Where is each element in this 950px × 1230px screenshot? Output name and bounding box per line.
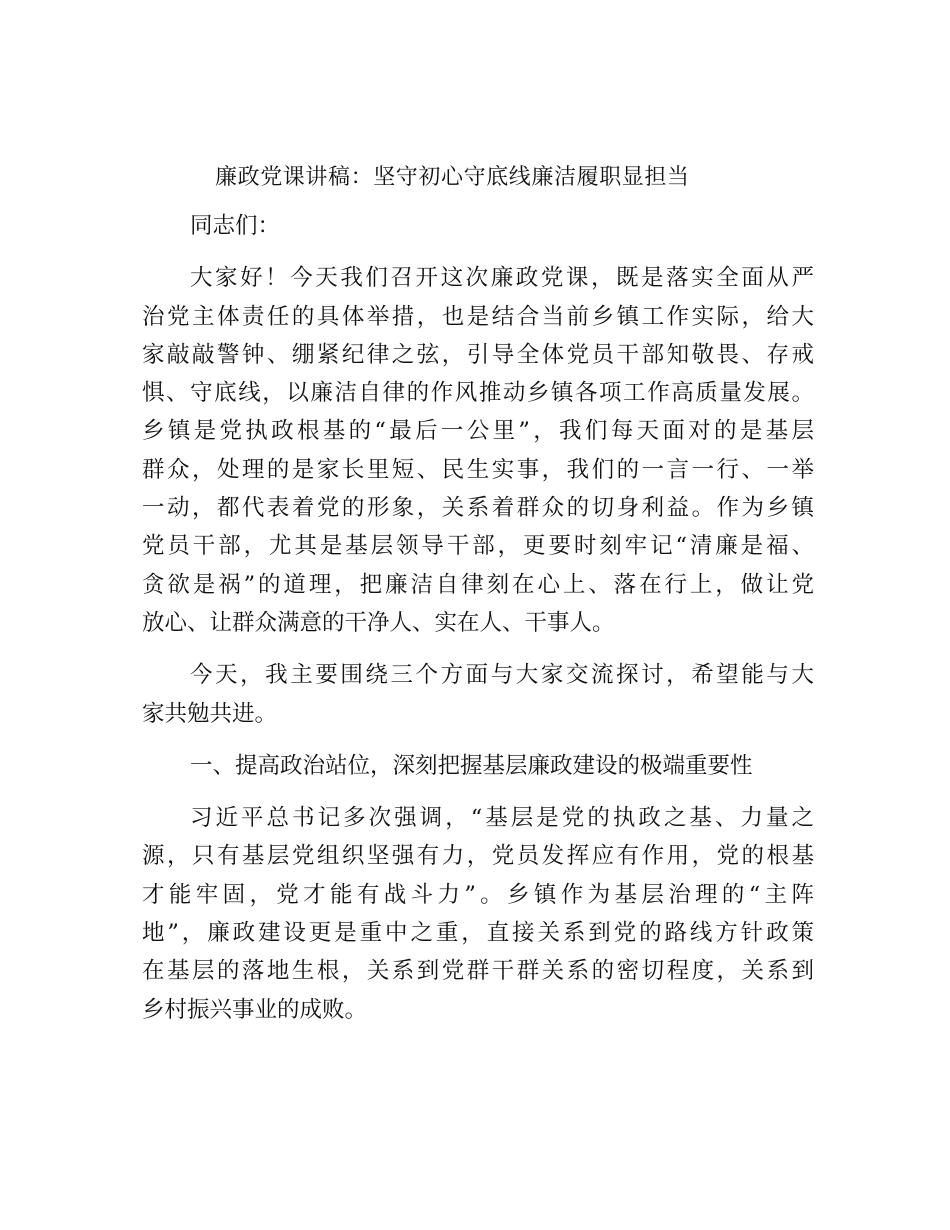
document-title: 廉政党课讲稿：坚守初心守底线廉洁履职显担当 [215, 165, 690, 190]
section-1-paragraph [142, 799, 814, 1029]
text-line: 今天，我主要围绕三个方面与大家交流探讨，希望能与大 [190, 662, 814, 689]
text-line: 放心、让群众满意的干净人、实在人、干事人。 [142, 609, 615, 636]
text-line: 才能牢固，党才能有战斗力”。乡镇作为基层治理的“主阵 [142, 881, 814, 908]
greeting-line: 同志们： [190, 213, 281, 239]
intro-paragraph [142, 259, 814, 642]
text-line: 习近平总书记多次强调，“基层是党的执政之基、力量之 [190, 805, 814, 832]
section-heading-1 [142, 747, 814, 785]
text-line: 地”，廉政建设更是重中之重，直接关系到党的路线方针政策 [142, 920, 814, 947]
text-line: 在基层的落地生根，关系到党群干群关系的密切程度，关系到 [142, 958, 814, 985]
document-body [142, 207, 814, 1029]
text-line: 党员干部，尤其是基层领导干部，更要时刻牢记“清廉是福、 [142, 533, 814, 560]
text-line: 乡镇是党执政根基的“最后一公里”，我们每天面对的是基层 [142, 418, 814, 445]
text-line: 大家好！今天我们召开这次廉政党课，既是落实全面从严 [190, 265, 814, 292]
greeting-paragraph [142, 207, 814, 245]
outline-paragraph [142, 656, 814, 733]
section-heading-text: 一、提高政治站位，深刻把握基层廉政建设的极端重要性 [190, 752, 753, 779]
text-line: 惧、守底线，以廉洁自律的作风推动乡镇各项工作高质量发展。 [142, 380, 814, 407]
text-line: 乡村振兴事业的成败。 [142, 996, 368, 1023]
text-line: 群众，处理的是家长里短、民生实事，我们的一言一行、一举 [142, 456, 814, 483]
text-line: 贪欲是祸”的道理，把廉洁自律刻在心上、落在行上，做让党 [142, 571, 814, 598]
text-line: 一动，都代表着党的形象，关系着群众的切身利益。作为乡镇 [142, 495, 814, 522]
text-line: 家共勉共进。 [142, 700, 278, 727]
text-line: 源，只有基层党组织坚强有力，党员发挥应有作用，党的根基 [142, 843, 814, 870]
text-line: 家敲敲警钟、绷紧纪律之弦，引导全体党员干部知敬畏、存戒 [142, 341, 814, 368]
text-line: 治党主体责任的具体举措，也是结合当前乡镇工作实际，给大 [142, 303, 814, 330]
